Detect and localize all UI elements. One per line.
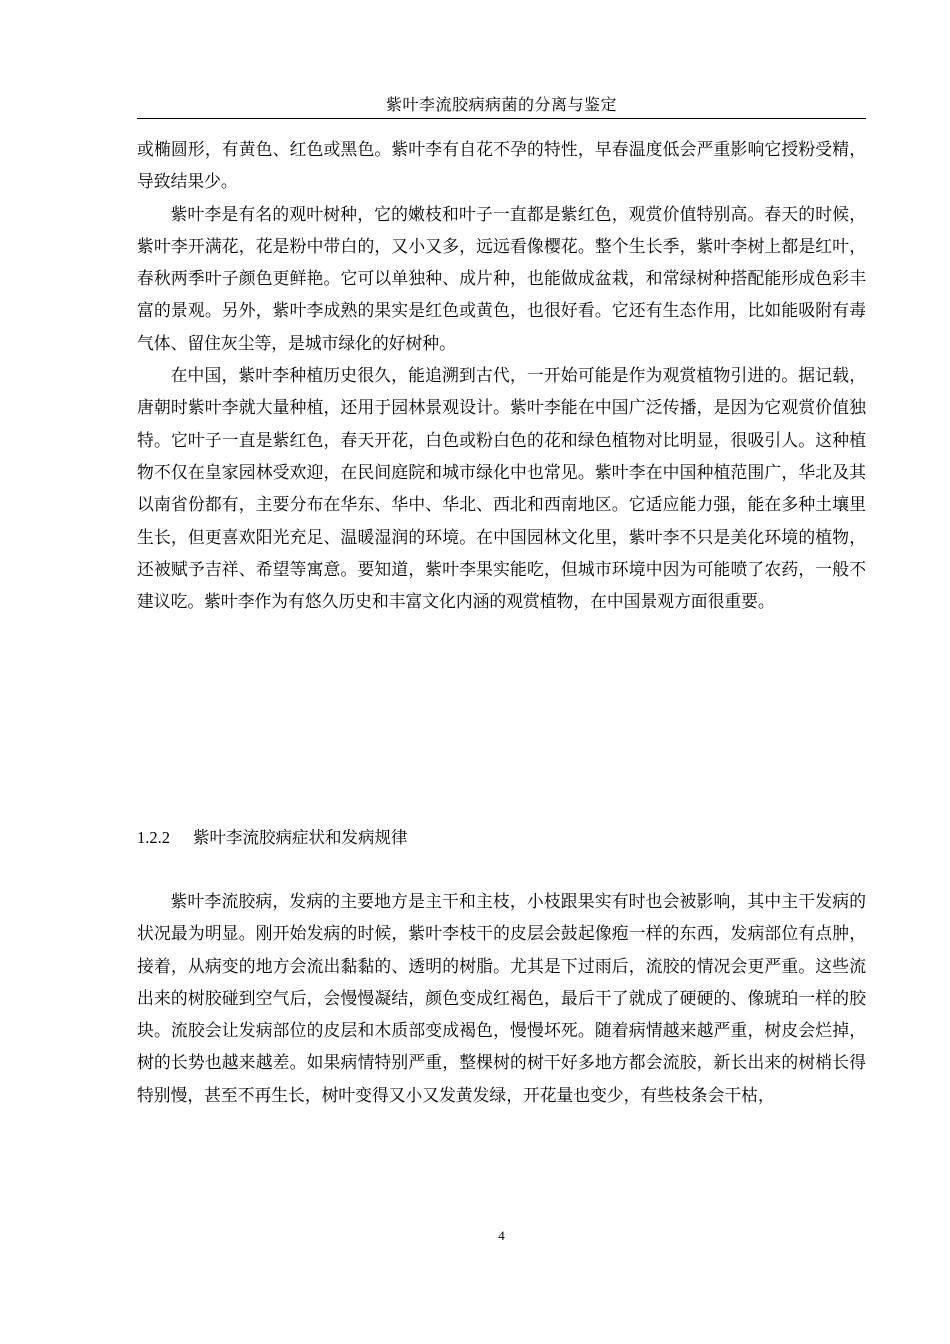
paragraph-history-in-china: 在中国，紫叶李种植历史很久，能追溯到古代，一开始可能是作为观赏植物引进的。据记载，唐朝时紫叶李就大量种植，还用于园林景观设计。紫叶李能在中国广泛传播，是因为它观赏价值独特。它叶子一直是紫红色，春天开花，白色或粉白色的花和绿色植物对比明显，很吸引人。这种植物不仅在皇家园林受欢迎，在民间庭院和城市绿化中也常见。紫叶李在中国种植范围广，华北及其以南省份都有，主要分布在华东、华中、华北、西北和西南地区。它适应能力强，能在多种土壤里生长，但更喜欢阳光充足、温暖湿润的环境。在中国园林文化里，紫叶李不只是美化环境的植物，还被赋予吉祥、希望等寓意。要知道，紫叶李果实能吃，但城市环境中因为可能喷了农药，一般不建议吃。紫叶李作为有悠久历史和丰富文化内涵的观赏植物，在中国景观方面很重要。 [137, 365, 866, 612]
paragraph-symptoms: 紫叶李流胶病，发病的主要地方是主干和主枝，小枝跟果实有时也会被影响，其中主干发病的状况最为明显。刚开始发病的时候，紫叶李枝干的皮层会鼓起像疱一样的东西，发病部位有点肿，接着，从病变的地方会流出黏黏的、透明的树脂。尤其是下过雨后，流胶的情况会更严重。这些流出来的树胶碰到空气后，会慢慢凝结，颜色变成红褐色，最后干了就成了硬硬的、像琥珀一样的胶块。流胶会让发病部位的皮层和木质部变成褐色，慢慢坏死。随着病情越来越严重，树皮会烂掉，树的长势也越来越差。如果病情特别严重，整棵树的树干好多地方都会流胶，新长出来的树梢长得特别慢，甚至不再生长，树叶变得又小又发黄发绿，开花量也变少，有些枝条会干枯， [137, 891, 866, 1105]
paragraph-ornamental-value: 紫叶李是有名的观叶树种，它的嫩枝和叶子一直都是紫红色，观赏价值特别高。春天的时候，紫叶李开满花，花是粉中带白的，又小又多，远远看像樱花。整个生长季，紫叶李树上都是红叶，春秋两季叶子颜色更鲜艳。它可以单独种、成片种，也能做成盆栽，和常绿树种搭配能形成色彩丰富的景观。另外，紫叶李成熟的果实是红色或黄色，也很好看。它还有生态作用，比如能吸附有毒气体、留住灰尘等，是城市绿化的好树种。 [137, 203, 866, 353]
section-number: 1.2.2 [137, 828, 170, 847]
section-title: 紫叶李流胶病症状和发病规律 [193, 828, 408, 847]
section-heading [137, 822, 866, 854]
header-divider [137, 118, 866, 119]
paragraph-continuation: 或椭圆形，有黄色、红色或黑色。紫叶李有自花不孕的特性，早春温度低会严重影响它授粉受精，导致结果少。 [137, 139, 866, 192]
body-text [137, 133, 866, 617]
running-header: 紫叶李流胶病病菌的分离与鉴定 [385, 95, 617, 114]
page-number: 4 [498, 1228, 505, 1243]
section-body-text [137, 885, 866, 1111]
